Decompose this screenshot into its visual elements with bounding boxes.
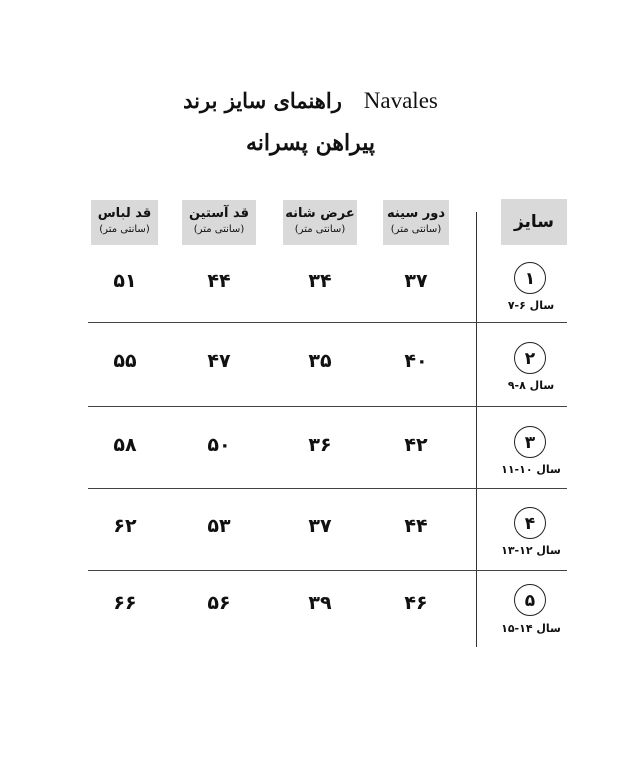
header-length: [91, 200, 158, 245]
cell-shoulder: ۳۹: [308, 592, 332, 614]
header-shoulder-unit: (سانتی متر): [294, 224, 346, 235]
header-length-label: قد لباس: [97, 206, 152, 221]
row-divider: [88, 322, 567, 323]
cell-sleeve: ۵۰: [207, 434, 231, 456]
cell-chest: ۴۲: [404, 434, 428, 456]
size-badge: ۳: [514, 426, 546, 458]
header-chest-unit: (سانتی متر): [390, 224, 442, 235]
cell-shoulder: ۳۵: [308, 350, 332, 372]
cell-sleeve: ۵۳: [207, 515, 231, 537]
cell-sleeve: ۵۶: [207, 592, 231, 614]
age-range: ۹-۸ سال: [507, 379, 555, 392]
row-divider: [88, 406, 567, 407]
table-row: [0, 270, 621, 350]
header-sleeve: [182, 200, 256, 245]
cell-shoulder: ۳۶: [308, 434, 332, 456]
size-badge: ۵: [514, 584, 546, 616]
page-title: [0, 88, 621, 114]
table-row: [0, 515, 621, 595]
title-prefix: راهنمای سایز برند: [183, 88, 342, 113]
page-subtitle: پیراهن پسرانه: [246, 130, 375, 156]
age-range: ۱۵-۱۴ سال: [501, 622, 561, 635]
header-sleeve-label: قد آستین: [188, 206, 250, 221]
age-range: ۱۱-۱۰ سال: [501, 463, 561, 476]
row-divider: [88, 488, 567, 489]
header-shoulder-label: عرض شانه: [285, 206, 355, 221]
cell-chest: ۴۴: [404, 515, 428, 537]
header-size: سایز: [501, 199, 567, 245]
cell-length: ۵۵: [113, 350, 137, 372]
header-chest-label: دور سینه: [386, 206, 446, 221]
cell-chest: ۴۶: [404, 592, 428, 614]
cell-chest: ۳۷: [404, 270, 428, 292]
row-divider: [88, 570, 567, 571]
cell-length: ۶۲: [113, 515, 137, 537]
header-shoulder: [283, 200, 357, 245]
age-range: ۱۳-۱۲ سال: [501, 544, 561, 557]
cell-shoulder: ۳۴: [308, 270, 332, 292]
cell-sleeve: ۴۷: [207, 350, 231, 372]
header-sleeve-unit: (سانتی متر): [193, 224, 245, 235]
cell-length: ۵۸: [113, 434, 137, 456]
header-chest: [383, 200, 449, 245]
table-row: [0, 592, 621, 672]
cell-length: ۵۱: [113, 270, 137, 292]
table-row: [0, 350, 621, 430]
age-range: ۷-۶ سال: [507, 299, 555, 312]
cell-length: ۶۶: [113, 592, 137, 614]
size-badge: ۴: [514, 507, 546, 539]
cell-sleeve: ۴۴: [207, 270, 231, 292]
cell-shoulder: ۳۷: [308, 515, 332, 537]
brand-name: Navales: [363, 88, 438, 113]
table-row: [0, 434, 621, 514]
size-badge: ۱: [514, 262, 546, 294]
cell-chest: ۴۰: [404, 350, 428, 372]
size-badge: ۲: [514, 342, 546, 374]
header-length-unit: (سانتی متر): [99, 224, 150, 235]
